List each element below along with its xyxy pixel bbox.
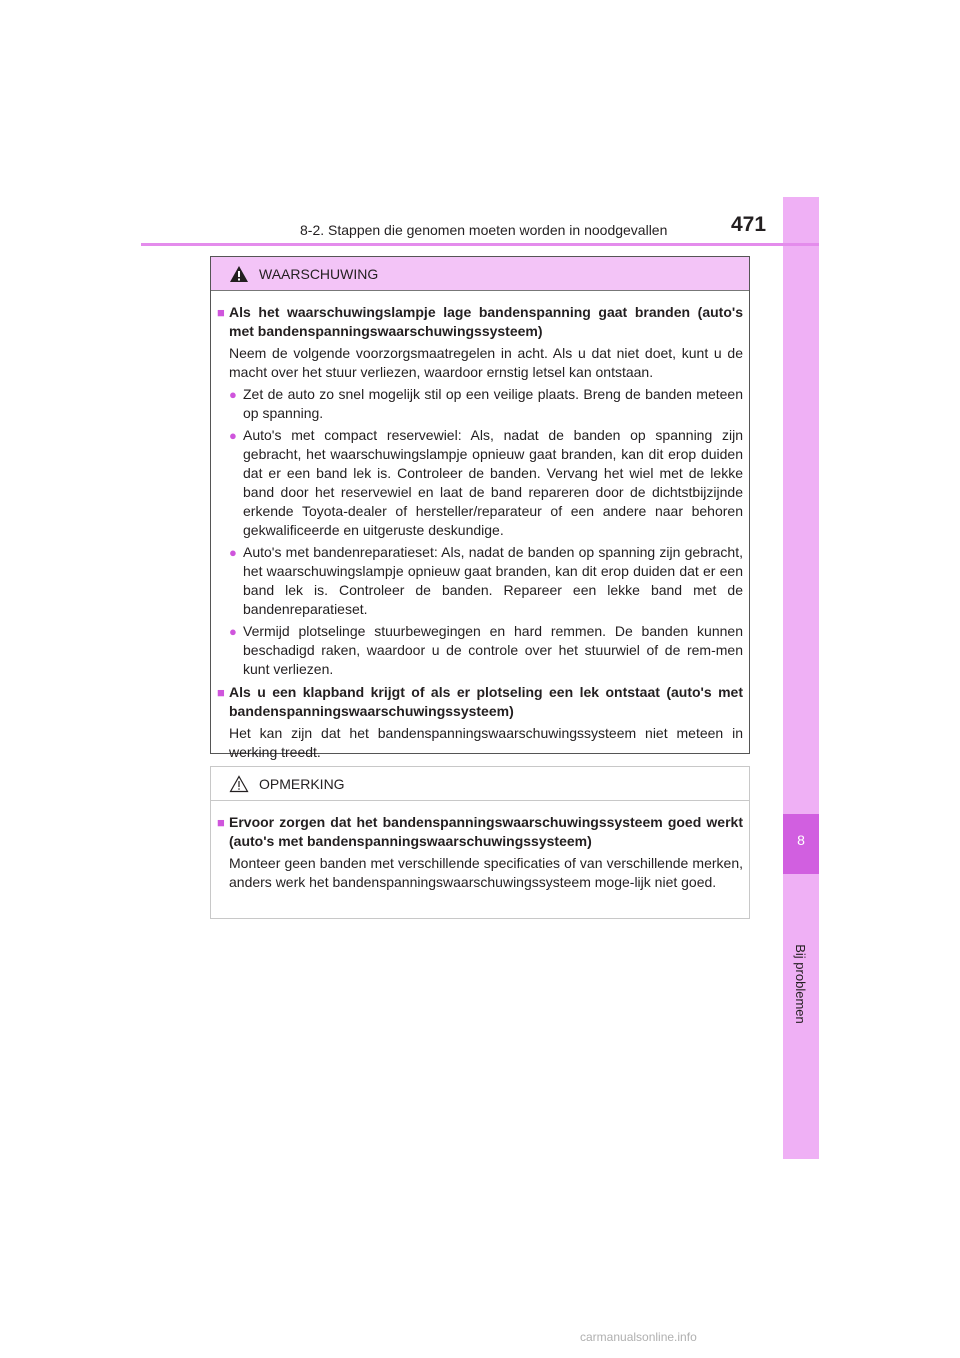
square-bullet-icon: ■ [217,815,225,830]
footer-watermark: carmanualsonline.info [580,1330,697,1344]
circle-bullet-icon: ● [229,624,237,639]
note-section-text: Monteer geen banden met verschillende specificaties of van verschillende merken, anders werk het bandenspanningswaarschuwingssysteem moge-lijk niet goed. [229,855,743,890]
warning-section-title: ■ Als u een klapband krijgt of als er plotseling een lek ontstaat (auto's met bandenspanningswaarschuwingssysteem) [217,684,743,719]
circle-bullet-icon: ● [229,545,237,560]
list-item: ● Zet de auto zo snel mogelijk stil op een veilige plaats. Breng de banden meteen op spanning. [229,386,743,421]
note-heading: OPMERKING [259,775,345,792]
warning-header [211,257,749,291]
list-item: ● Vermijd plotselinge stuurbewegingen en hard remmen. De banden kunnen beschadigd raken, waardoor u de controle over het stuurwiel of de rem-men kunt verliezen. [229,623,743,677]
note-body [211,801,749,892]
caution-triangle-icon [229,775,249,793]
circle-bullet-icon: ● [229,387,237,402]
warning-body [211,291,749,762]
chapter-number: 8 [797,832,805,848]
note-header [211,767,749,801]
square-bullet-icon: ■ [217,685,225,700]
warning-section-title: ■ Als het waarschuwingslampje lage bandenspanning gaat branden (auto's met bandenspanningswaarschuwingssysteem) [217,304,743,339]
chapter-label: Bij problemen [793,944,809,1024]
note-box [210,766,750,919]
list-item: ● Auto's met bandenreparatieset: Als, nadat de banden op spanning zijn gebracht, het waarschuwingslampje opnieuw gaat branden, kan dit erop duiden dat er een band lek is. Controleer de banden. Repareer een lekke band met de bandenreparatieset. [229,544,743,617]
section-header-title: 8-2. Stappen die genomen moeten worden in noodgevallen [300,222,668,238]
header-rule [141,243,819,246]
warning-triangle-icon [229,265,249,283]
warning-section-text: Neem de volgende voorzorgsmaatregelen in acht. Als u dat niet doet, kunt u de macht over het stuur verliezen, waardoor ernstig letsel kan ontstaan. [229,345,743,380]
note-section-title: ■ Ervoor zorgen dat het bandenspanningswaarschuwingssysteem goed werkt (auto's met bandenspanningswaarschuwingssysteem) [217,814,743,849]
warning-section-text: Het kan zijn dat het bandenspanningswaarschuwingssysteem niet meteen in werking treedt. [229,725,743,760]
page-number: 471 [731,213,767,236]
list-item: ● Auto's met compact reservewiel: Als, nadat de banden op spanning zijn gebracht, het waarschuwingslampje opnieuw gaat branden, kan dit erop duiden dat er een band lek is. Controleer de banden. Vervang het wiel met de lekke band door het reservewiel en laat de band repareren door de dichtstbijzijnde erkende Toyota-dealer of hersteller/reparateur of een andere naar behoren gekwalificeerde en uitgeruste deskundige. [229,427,743,538]
warning-box [210,256,750,760]
circle-bullet-icon: ● [229,428,237,443]
square-bullet-icon: ■ [217,305,225,320]
warning-heading: WAARSCHUWING [259,265,379,282]
